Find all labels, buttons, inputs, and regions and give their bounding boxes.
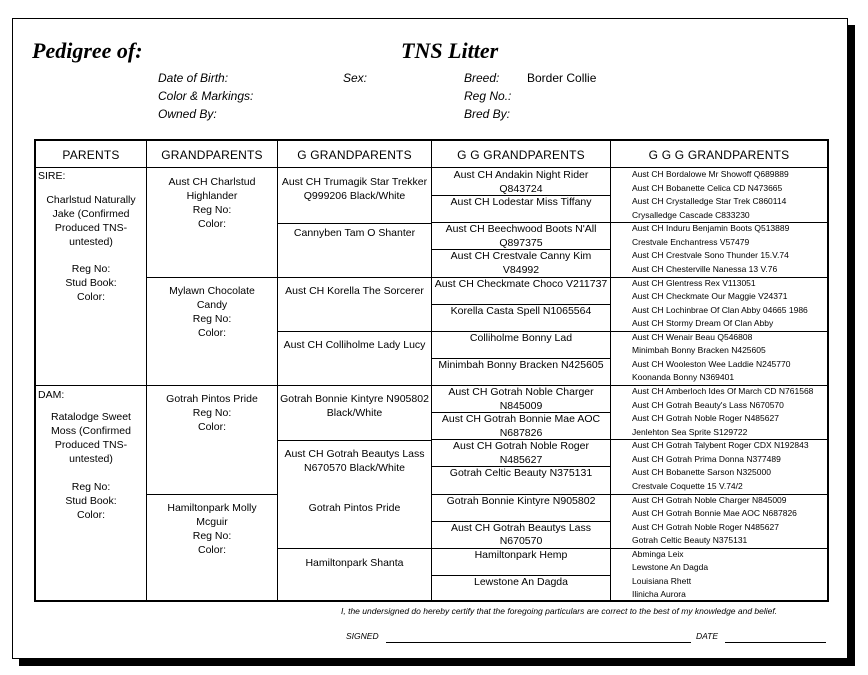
gg-grandparent-9: Aust CH Gotrah Noble Charger N845009	[448, 386, 594, 412]
owned-by-label: Owned By:	[158, 107, 217, 121]
date-label: DATE	[696, 631, 719, 641]
bred-by-label: Bred By:	[464, 107, 511, 121]
ggg-grandparent-25: Aust CH Gotrah Noble Charger N845009	[632, 494, 787, 505]
pedigree-sheet	[12, 18, 848, 659]
grandparent-3-name: Gotrah Pintos Pride	[166, 393, 258, 405]
ggg-grandparent-12: Aust CH Stormy Dream Of Clan Abby	[632, 318, 774, 329]
ggg-grandparent-7: Aust CH Crestvale Sono Thunder 15.V.74	[632, 250, 789, 261]
ggg-row-divider	[432, 195, 610, 196]
gg-grandparent-5: Aust CH Checkmate Choco V211737	[434, 277, 608, 290]
ggg-row-divider	[432, 249, 610, 250]
grandparent-4-color: Color:	[197, 544, 226, 556]
reg-no-label: Reg No.:	[464, 89, 512, 103]
ggg-grandparent-30: Lewstone An Dagda	[632, 562, 709, 573]
ggg-grandparent-19: Aust CH Gotrah Noble Roger N485627	[632, 413, 779, 424]
ggg-grandparent-22: Aust CH Gotrah Prima Donna N377489	[632, 453, 781, 464]
g-grandparent-7: Gotrah Pintos Pride	[308, 502, 401, 514]
ggg-grandparent-20: Jenlehton Sea Sprite S129722	[632, 426, 748, 437]
grandparent-2-reg: Reg No:	[192, 313, 232, 325]
ggg-grandparent-32: Ilinicha Aurora	[632, 589, 686, 600]
gg-row-divider	[432, 548, 827, 549]
g-grandparent-1: Aust CH Trumagik Star Trekker Q999206 Black/White	[281, 176, 428, 202]
breed-value: Border Collie	[527, 71, 597, 85]
col-divider	[277, 141, 278, 600]
color-markings-label: Color & Markings:	[158, 89, 254, 103]
ggp-divider	[278, 331, 431, 332]
gg-grandparent-11: Aust CH Gotrah Noble Roger N485627	[453, 440, 589, 466]
gg-grandparent-7: Colliholme Bonny Lad	[469, 331, 573, 344]
ggg-grandparent-13: Aust CH Wenair Beau Q546808	[632, 331, 753, 342]
grandparent-3-reg: Reg No:	[192, 407, 232, 419]
sire-color: Color:	[76, 291, 105, 303]
col-divider	[610, 141, 611, 600]
gg-grandparent-8: Minimbah Bonny Bracken N425605	[438, 358, 604, 371]
ggp-divider	[278, 440, 431, 441]
ggg-grandparent-21: Aust CH Gotrah Talybent Roger CDX N192843	[632, 440, 809, 451]
ggg-grandparent-10: Aust CH Checkmate Our Maggie V24371	[632, 291, 788, 302]
gg-grandparent-6: Korella Casta Spell N1065564	[450, 304, 592, 317]
date-line[interactable]	[725, 642, 826, 643]
grandparent-1-reg: Reg No:	[192, 204, 232, 216]
grandparent-1-name: Aust CH Charlstud Highlander	[168, 176, 256, 202]
ggg-row-divider	[432, 466, 610, 467]
dam-stud-book: Stud Book:	[65, 495, 117, 507]
ggg-grandparent-17: Aust CH Amberloch Ides Of March CD N761568	[632, 386, 814, 396]
grandparent-2-name: Mylawn Chocolate Candy	[169, 285, 255, 311]
dam-label: DAM:	[38, 389, 65, 401]
g-grandparent-5: Gotrah Bonnie Kintyre N905802 Black/White	[280, 393, 429, 419]
ggg-grandparent-23: Aust CH Bobanette Sarson N325000	[632, 467, 771, 478]
gp-divider	[147, 277, 277, 278]
header-parents: PARENTS	[62, 147, 120, 162]
gg-grandparent-1: Aust CH Andakin Night Rider Q843724	[453, 169, 589, 195]
sex-label: Sex:	[343, 71, 368, 85]
sire-dam-divider	[36, 385, 431, 386]
grandparent-4-name: Hamiltonpark Molly Mcguir	[167, 502, 257, 528]
ggg-row-divider	[432, 521, 610, 522]
ggg-grandparent-2: Aust CH Bobanette Celica CD N473665	[632, 182, 783, 193]
pedigree-table	[34, 139, 829, 602]
dam-color: Color:	[76, 509, 105, 521]
gg-grandparent-2: Aust CH Lodestar Miss Tiffany	[450, 196, 592, 209]
sire-stud-book: Stud Book:	[65, 277, 117, 289]
ggp-divider	[278, 223, 431, 224]
grandparent-2-color: Color:	[197, 327, 226, 339]
g-grandparent-2: Cannyben Tam O Shanter	[293, 227, 416, 239]
g-grandparent-4: Aust CH Colliholme Lady Lucy	[283, 339, 426, 351]
ggg-grandparent-4: Crysalledge Cascade C833230	[632, 209, 750, 220]
ggg-grandparent-9: Aust CH Glentress Rex V113051	[632, 277, 756, 288]
gg-row-divider	[432, 331, 827, 332]
pedigree-label: Pedigree of:	[32, 38, 143, 63]
col-divider	[146, 141, 147, 600]
g-grandparent-8: Hamiltonpark Shanta	[305, 557, 404, 569]
gg-grandparent-10: Aust CH Gotrah Bonnie Mae AOC N687826	[441, 413, 601, 439]
ggg-row-divider	[432, 304, 610, 305]
pedigree-name: TNS Litter	[401, 38, 499, 63]
ggg-row-divider	[432, 412, 610, 413]
breed-label: Breed:	[464, 71, 500, 85]
gg-grandparent-15: Hamiltonpark Hemp	[474, 548, 568, 561]
ggg-grandparent-28: Gotrah Celtic Beauty N375131	[632, 535, 748, 546]
ggg-grandparent-16: Koonanda Bonny N369401	[632, 372, 735, 383]
ggg-grandparent-1: Aust CH Bordalowe Mr Showoff Q689889	[632, 169, 789, 179]
ggg-grandparent-29: Abminga Leix	[632, 548, 684, 559]
ggg-grandparent-27: Aust CH Gotrah Noble Roger N485627	[632, 521, 779, 532]
g-grandparent-3: Aust CH Korella The Sorcerer	[285, 285, 424, 297]
ggg-grandparent-31: Louisiana Rhett	[632, 575, 692, 586]
ggg-grandparent-26: Aust CH Gotrah Bonnie Mae AOC N687826	[632, 508, 797, 519]
grandparent-1-color: Color:	[197, 218, 226, 230]
gg-grandparent-3: Aust CH Beechwood Boots N'All Q897375	[445, 223, 597, 249]
gg-grandparent-13: Gotrah Bonnie Kintyre N905802	[446, 494, 596, 507]
header-grandparents: GRANDPARENTS	[161, 147, 263, 162]
sire-name: Charlstud Naturally Jake (Confirmed Produced TNS-untested)	[46, 194, 136, 248]
grandparent-3-color: Color:	[197, 421, 226, 433]
signature-line[interactable]	[386, 642, 691, 643]
header-gg-grandparents: G G GRANDPARENTS	[457, 147, 585, 162]
gg-grandparent-12: Gotrah Celtic Beauty N375131	[449, 467, 593, 480]
header-g-grandparents: G GRANDPARENTS	[297, 147, 412, 162]
ggg-row-divider	[432, 358, 610, 359]
ggg-grandparent-3: Aust CH Crystalledge Star Trek C860114	[632, 196, 787, 207]
ggg-grandparent-11: Aust CH Lochinbrae Of Clan Abby 04665 1986	[632, 304, 808, 315]
ggg-grandparent-18: Aust CH Gotrah Beauty's Lass N670570	[632, 399, 784, 410]
dam-reg: Reg No:	[71, 481, 111, 493]
signed-label: SIGNED	[346, 631, 379, 641]
gg-grandparent-14: Aust CH Gotrah Beautys Lass N670570	[450, 521, 592, 548]
header-ggg-grandparents: G G G GRANDPARENTS	[648, 147, 790, 162]
certification-text: I, the undersigned do hereby certify that the foregoing particulars are correct to the best of my knowledge and belief.	[341, 606, 778, 616]
ggg-grandparent-15: Aust CH Wooleston Wee Laddie N245770	[632, 358, 791, 369]
dob-label: Date of Birth:	[158, 71, 229, 85]
sire-reg: Reg No:	[71, 263, 111, 275]
g-grandparent-6: Aust CH Gotrah Beautys Lass N670570 Black/White	[284, 448, 425, 474]
gg-grandparent-16: Lewstone An Dagda	[474, 575, 568, 588]
dam-name: Ratalodge Sweet Moss (Confirmed Produced TNS-untested)	[51, 411, 131, 465]
grandparent-4-reg: Reg No:	[192, 530, 232, 542]
gg-row-divider	[432, 277, 827, 278]
ggg-grandparent-5: Aust CH Induru Benjamin Boots Q513889	[632, 223, 790, 234]
ggg-grandparent-14: Minimbah Bonny Bracken N425605	[632, 345, 766, 356]
ggg-grandparent-24: Crestvale Coquette 15 V.74/2	[632, 480, 743, 491]
ggg-grandparent-6: Crestvale Enchantress V57479	[632, 236, 750, 247]
ggg-grandparent-8: Aust CH Chesterville Nanessa 13 V.76	[632, 263, 778, 274]
ggp-divider	[278, 548, 431, 549]
gp-divider	[147, 494, 277, 495]
gg-grandparent-4: Aust CH Crestvale Canny Kim V84992	[450, 250, 592, 276]
ggg-row-divider	[432, 575, 610, 576]
sire-label: SIRE:	[38, 170, 66, 182]
